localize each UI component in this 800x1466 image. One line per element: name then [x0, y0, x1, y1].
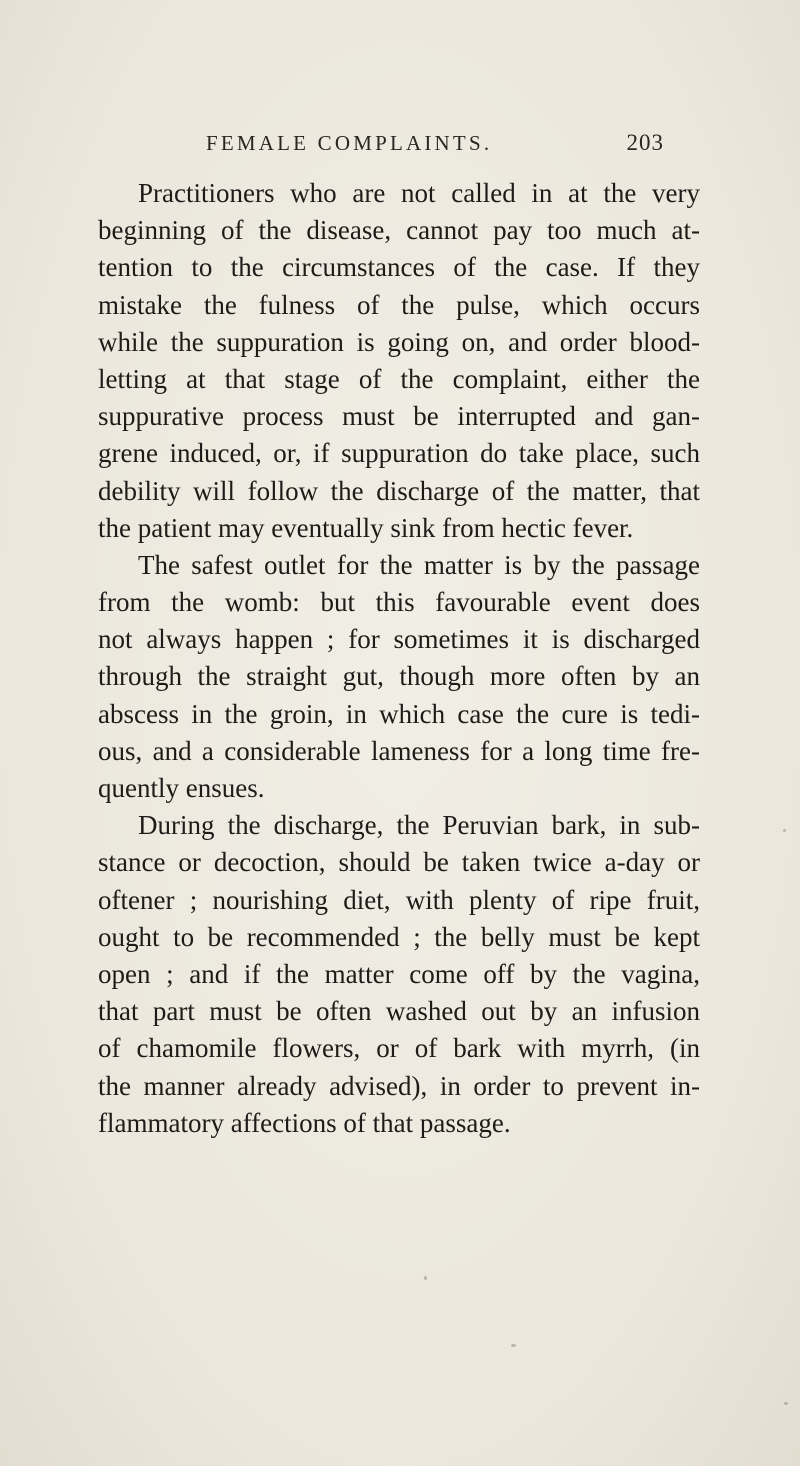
text-line: debility will follow the discharge of the matter, that — [98, 475, 700, 506]
text-line: Practitioners who are not called in at the very — [138, 178, 700, 208]
text-line: ought to be recommended ; the belly must be kept — [98, 921, 700, 952]
text-line: the patient may eventually sink from hectic fever. — [98, 512, 634, 543]
text-line: from the womb: but this favourable event does — [98, 587, 700, 618]
text-line: grene induced, or, if suppuration do take place, such — [98, 438, 700, 469]
running-title: FEMALE COMPLAINTS. — [206, 131, 493, 155]
text-line: suppurative process must be interrupted and gan- — [98, 401, 700, 432]
text-line: During the discharge, the Peruvian bark, in sub- — [138, 810, 700, 841]
running-head — [0, 128, 800, 158]
text-line: of chamomile flowers, or of bark with myrrh, (in — [98, 1033, 700, 1064]
text-line: abscess in the groin, in which case the cure is tedi- — [98, 698, 700, 729]
paper-speck — [783, 829, 786, 832]
text-line: quently ensues. — [98, 773, 265, 803]
text-line: mistake the fulness of the pulse, which occurs — [98, 289, 700, 320]
paper-speck — [784, 1402, 788, 1405]
text-line: ous, and a considerable lameness for a long time fre- — [98, 735, 700, 766]
paper-speck — [424, 1276, 427, 1280]
body-text — [98, 175, 700, 1142]
text-line: through the straight gut, though more often by an — [98, 661, 700, 692]
page-number: 203 — [626, 130, 664, 155]
text-line: the manner already advised), in order to prevent in- — [98, 1070, 700, 1101]
text-line: open ; and if the matter come off by the vagina, — [98, 958, 700, 989]
text-line: flammatory affections of that passage. — [98, 1107, 511, 1138]
text-line: oftener ; nourishing diet, with plenty of ripe fruit, — [98, 884, 700, 915]
text-line: stance or decoction, should be taken twice a-day or — [98, 847, 700, 878]
text-line: tention to the circumstances of the case. If they — [98, 252, 700, 283]
text-line: letting at that stage of the complaint, either the — [98, 363, 700, 394]
text-line: The safest outlet for the matter is by the passage — [138, 549, 700, 580]
paper-speck — [511, 1344, 516, 1347]
text-line: not always happen ; for sometimes it is discharged — [98, 624, 700, 655]
text-line: that part must be often washed out by an infusion — [98, 996, 700, 1027]
text-line: beginning of the disease, cannot pay too much at- — [98, 215, 700, 246]
text-line: while the suppuration is going on, and order blood- — [98, 326, 700, 357]
